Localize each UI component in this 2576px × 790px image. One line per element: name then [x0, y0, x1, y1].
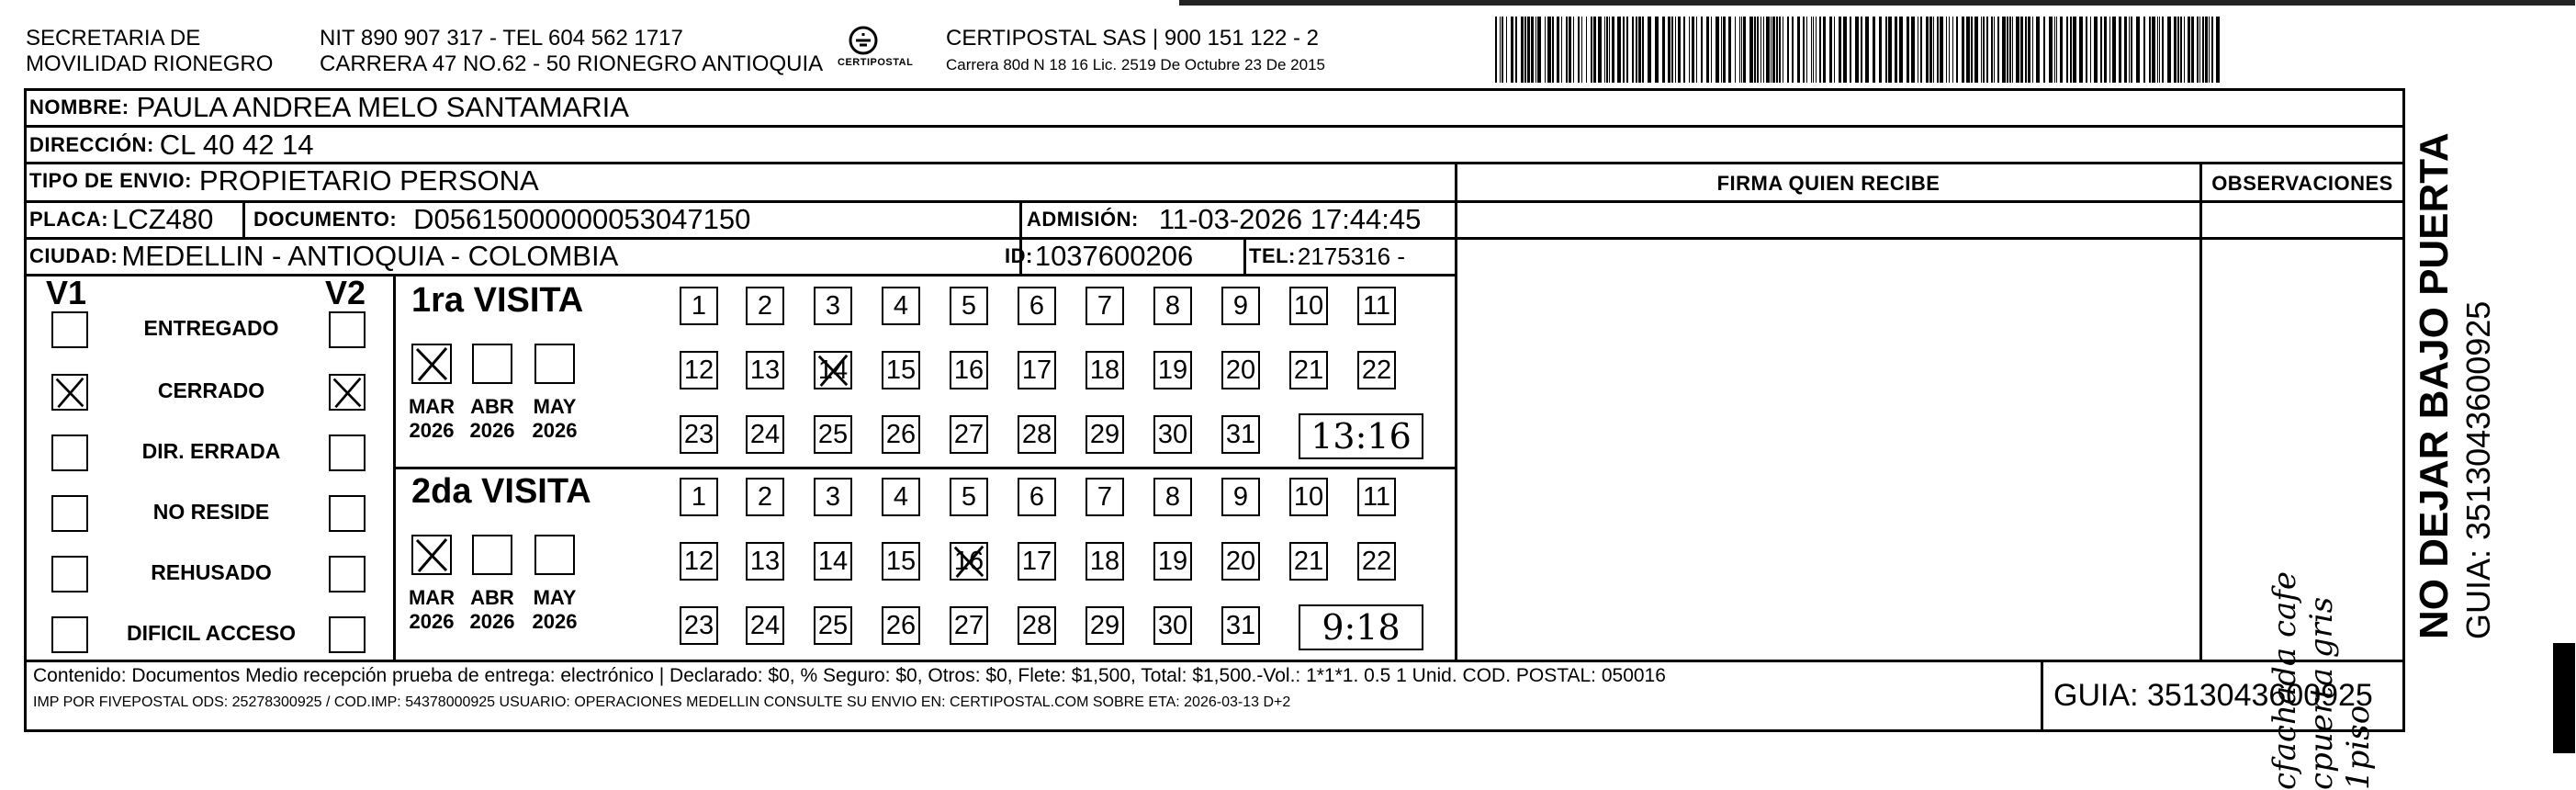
visit-2-day-box[interactable] [680, 606, 718, 645]
day-number: 1 [691, 290, 707, 321]
visit-1-day-box[interactable] [1086, 415, 1124, 454]
visit-2-day-box[interactable] [1153, 478, 1192, 516]
status-v2-checkbox[interactable] [329, 311, 366, 348]
day-number: 25 [817, 419, 849, 449]
status-v1-checkbox[interactable] [51, 311, 88, 348]
visit-2-day-box[interactable] [814, 542, 852, 581]
v2-label: V2 [325, 274, 366, 311]
visit-time-text: 13:16 [1310, 416, 1412, 457]
day-number: 11 [1362, 290, 1391, 321]
visit-1-day-box[interactable] [1153, 415, 1192, 454]
day-number: 17 [1021, 355, 1052, 385]
day-number: 22 [1361, 546, 1392, 576]
visit-1-day-box[interactable] [1086, 287, 1124, 325]
visit-2-day-box[interactable] [1086, 606, 1124, 645]
certipostal-logo [838, 24, 920, 77]
day-number: 9 [1232, 481, 1249, 512]
day-number: 5 [961, 290, 977, 321]
direccion-row [29, 127, 314, 164]
admision-value: 11-03-2026 17:44:45 [1158, 203, 1422, 235]
visit-1-day-box[interactable] [814, 351, 852, 389]
day-number: 3 [825, 481, 841, 512]
day-number: 2 [757, 481, 773, 512]
day-number: 6 [1029, 481, 1045, 512]
day-number: 9 [1232, 290, 1249, 321]
side-text-rotated [2410, 92, 2520, 639]
day-number: 4 [893, 290, 909, 321]
x-check-mark-icon [331, 376, 364, 409]
visit-2-day-box[interactable] [1289, 542, 1328, 581]
company-line-1: CERTIPOSTAL SAS | 900 151 122 - 2 [946, 26, 1319, 51]
x-check-mark-icon [413, 345, 450, 382]
side-vertical-panel [2410, 92, 2520, 639]
visit-2-day-box[interactable] [1018, 606, 1056, 645]
visit-1-day-box[interactable] [882, 415, 920, 454]
visit-1-day-box[interactable] [1221, 351, 1260, 389]
visit-2-day-box[interactable] [1289, 478, 1328, 516]
visit-1-day-box[interactable] [950, 351, 988, 389]
barcode-icon [1495, 17, 2222, 83]
admision-field [1027, 202, 1421, 237]
id-field [1005, 239, 1193, 274]
visit-1-day-box[interactable] [1357, 351, 1396, 389]
visit-time-text: 9:18 [1322, 607, 1400, 648]
day-number: 26 [885, 419, 917, 449]
no-dejar-bajo-puerta: NO DEJAR BAJO PUERTA [2412, 132, 2457, 639]
day-number: 2 [757, 290, 773, 321]
day-number: 8 [1164, 481, 1181, 512]
visit-2-month-label: ABR 2026 [469, 586, 515, 633]
nit-line-2: CARRERA 47 NO.62 - 50 RIONEGRO ANTIOQUIA [320, 51, 824, 76]
barcode [1495, 17, 2222, 83]
nit-line-1: NIT 890 907 317 - TEL 604 562 1717 [320, 26, 683, 51]
day-number: 24 [749, 610, 781, 640]
footer-print-line: IMP POR FIVEPOSTAL ODS: 25278300925 / COD.IMP: 54378000925 USUARIO: OPERACIONES MEDELLIN CONSULTE SU ENVIO EN: CERTIPOSTAL.COM SOBRE ETA: 2026-03-13 D+2 [33, 694, 1291, 710]
day-number: 28 [1021, 610, 1052, 640]
day-number: 7 [1097, 481, 1113, 512]
day-number: 12 [683, 355, 714, 385]
observations-text [2267, 404, 2377, 790]
visit-1-day-box[interactable] [1086, 351, 1124, 389]
visit-1-month-label: MAY 2026 [532, 395, 578, 442]
day-number: 29 [1089, 610, 1120, 640]
day-number: 3 [825, 290, 841, 321]
day-number: 14 [817, 546, 849, 576]
visit-2-day-box[interactable] [1357, 542, 1396, 581]
day-number: 23 [683, 610, 714, 640]
visit-1-day-box[interactable] [1018, 415, 1056, 454]
visit-2-day-box[interactable] [680, 542, 718, 581]
status-label: CERRADO [157, 378, 265, 402]
status-v2-checkbox[interactable] [329, 495, 366, 532]
visit-2-day-box[interactable] [950, 542, 988, 581]
visit-1-day-box[interactable] [1221, 287, 1260, 325]
visit-1-day-box[interactable] [882, 287, 920, 325]
day-number: 6 [1029, 290, 1045, 321]
day-number: 1 [691, 481, 707, 512]
status-v2-checkbox[interactable] [329, 556, 366, 592]
visit-1-day-box[interactable] [1153, 287, 1192, 325]
day-number: 31 [1225, 610, 1256, 640]
visit-1-month-label: MAR 2026 [408, 395, 456, 442]
documento-field [253, 202, 750, 237]
day-number: 12 [683, 546, 714, 576]
day-number: 21 [1293, 546, 1324, 576]
visit-2-day-box[interactable] [1018, 478, 1056, 516]
visit-1-day-box[interactable] [746, 415, 784, 454]
nombre-label: NOMBRE: [29, 96, 129, 118]
obs-line-3: 1piso [2340, 705, 2377, 790]
tel-field [1249, 239, 1405, 274]
documento-label: DOCUMENTO: [253, 208, 398, 231]
firma-column-header [1457, 165, 2199, 202]
day-number: 16 [953, 546, 984, 576]
placa-label: PLACA: [29, 208, 109, 231]
placa-field [29, 202, 213, 237]
company-block [946, 26, 1325, 75]
tipo-envio-value: PROPIETARIO PERSONA [198, 164, 539, 197]
tipo-envio-row [29, 164, 539, 198]
visit-2-day-box[interactable] [950, 478, 988, 516]
visit-2-day-box[interactable] [882, 542, 920, 581]
status-v2-checkbox[interactable] [329, 616, 366, 653]
day-number: 22 [1361, 355, 1392, 385]
day-number: 10 [1293, 290, 1324, 321]
day-number: 11 [1362, 481, 1391, 512]
logo-text: CERTIPOSTAL [838, 57, 914, 68]
status-label: NO RESIDE [152, 500, 270, 524]
day-number: 30 [1157, 610, 1188, 640]
day-number: 13 [749, 546, 781, 576]
documento-value: D05615000000053047150 [413, 203, 751, 235]
day-number: 27 [953, 419, 984, 449]
visit-1-month-checkbox[interactable] [534, 344, 575, 384]
day-number: 19 [1157, 546, 1188, 576]
visit-2-day-box[interactable] [882, 606, 920, 645]
status-label: ENTREGADO [143, 316, 279, 340]
day-number: 27 [953, 610, 984, 640]
observaciones-header-text: OBSERVACIONES [2211, 172, 2393, 195]
visit-1-time-box[interactable] [1299, 413, 1423, 459]
ciudad-row [29, 239, 618, 274]
footer-guia: GUIA: 3513043600925 [2053, 678, 2373, 713]
visit-1-day-box[interactable] [814, 287, 852, 325]
visit-1-day-box[interactable] [1289, 351, 1328, 389]
id-value: 1037600206 [1034, 240, 1194, 272]
visit-2-day-box[interactable] [950, 606, 988, 645]
placa-value: LCZ480 [112, 203, 214, 235]
visit-1-month-checkbox[interactable] [472, 344, 512, 384]
visit-2-day-box[interactable] [1221, 542, 1260, 581]
status-label: REHUSADO [151, 560, 272, 584]
visit-2-day-box[interactable] [1221, 606, 1260, 645]
visit-2-month-checkbox[interactable] [534, 535, 575, 575]
ciudad-value: MEDELLIN - ANTIOQUIA - COLOMBIA [121, 240, 619, 272]
day-number: 28 [1021, 419, 1052, 449]
x-check-mark-icon [951, 544, 986, 579]
visit-1-month-checkbox[interactable] [411, 344, 452, 384]
day-number: 18 [1089, 355, 1120, 385]
visit-1-day-box[interactable] [1289, 287, 1328, 325]
visit-2-day-box[interactable] [1086, 478, 1124, 516]
day-number: 15 [885, 546, 917, 576]
x-check-mark-icon [53, 376, 86, 409]
status-label: DIR. ERRADA [141, 439, 281, 463]
direccion-label: DIRECCIÓN: [29, 133, 154, 156]
visit-2-day-box[interactable] [814, 478, 852, 516]
tipo-envio-label: TIPO DE ENVIO: [29, 169, 192, 192]
visit-1-day-box[interactable] [814, 415, 852, 454]
day-number: 10 [1293, 481, 1324, 512]
visit-1-day-box[interactable] [680, 415, 718, 454]
visit-2-month-label: MAY 2026 [532, 586, 578, 633]
day-number: 17 [1021, 546, 1052, 576]
firma-header-text: FIRMA QUIEN RECIBE [1716, 172, 1940, 195]
visit-1-day-box[interactable] [680, 287, 718, 325]
x-check-mark-icon [413, 536, 450, 573]
v1-label: V1 [46, 274, 87, 311]
obs-line-1: cfachada cafe [2267, 571, 2303, 790]
x-check-mark-icon [816, 353, 850, 388]
status-v1-checkbox[interactable] [51, 495, 88, 532]
scan-top-edge [1179, 0, 2575, 6]
day-number: 30 [1157, 419, 1188, 449]
status-v1-checkbox[interactable] [51, 374, 88, 411]
day-number: 5 [961, 481, 977, 512]
ciudad-label: CIUDAD: [29, 244, 118, 267]
status-v1-checkbox[interactable] [51, 616, 88, 653]
day-number: 23 [683, 419, 714, 449]
nombre-value: PAULA ANDREA MELO SANTAMARIA [136, 91, 629, 123]
visit-1-day-box[interactable] [1153, 351, 1192, 389]
visit-2-day-box[interactable] [882, 478, 920, 516]
day-number: 15 [885, 355, 917, 385]
visit-1-day-box[interactable] [746, 351, 784, 389]
nit-block [320, 26, 823, 77]
visit-2-time-box[interactable] [1299, 604, 1423, 650]
visit-1-day-box[interactable] [680, 351, 718, 389]
scan-edge [2553, 643, 2575, 753]
visit-2-day-box[interactable] [746, 606, 784, 645]
visit-2-month-checkbox[interactable] [472, 535, 512, 575]
day-number: 19 [1157, 355, 1188, 385]
visit-2-title: 2da VISITA [411, 472, 591, 511]
organization-name [26, 26, 273, 77]
visit-2-day-box[interactable] [746, 478, 784, 516]
status-label: DIFICIL ACCESO [126, 621, 296, 645]
day-number: 14 [817, 355, 849, 385]
direccion-value: CL 40 42 14 [159, 129, 314, 161]
status-v2-checkbox[interactable] [329, 374, 366, 411]
id-label: ID: [1005, 244, 1033, 267]
visit-2-day-box[interactable] [1221, 478, 1260, 516]
day-number: 8 [1164, 290, 1181, 321]
status-v1-checkbox[interactable] [51, 434, 88, 471]
visit-2-month-label: MAR 2026 [408, 586, 456, 633]
visit-2-day-box[interactable] [1153, 542, 1192, 581]
side-guia: GUIA: 3513043600925 [2459, 300, 2497, 639]
visit-2-day-box[interactable] [680, 478, 718, 516]
day-number: 21 [1293, 355, 1324, 385]
tel-value: 2175316 - [1297, 242, 1405, 270]
day-number: 24 [749, 419, 781, 449]
obs-line-2: cpuerta gris [2303, 596, 2340, 790]
day-number: 29 [1089, 419, 1120, 449]
visit-1-month-label: ABR 2026 [469, 395, 515, 442]
visit-1-day-box[interactable] [1357, 287, 1396, 325]
visit-2-day-box[interactable] [1153, 606, 1192, 645]
visit-1-day-box[interactable] [1018, 351, 1056, 389]
tel-label: TEL: [1249, 244, 1296, 267]
day-number: 20 [1225, 546, 1256, 576]
observaciones-column-header [2202, 165, 2402, 202]
day-number: 20 [1225, 355, 1256, 385]
nombre-row [29, 90, 629, 125]
day-number: 31 [1225, 419, 1256, 449]
visit-1-day-box[interactable] [746, 287, 784, 325]
day-number: 13 [749, 355, 781, 385]
status-v1-checkbox[interactable] [51, 556, 88, 592]
org-line-1: SECRETARIA DE [26, 26, 201, 51]
footer-contents-line: Contenido: Documentos Medio recepción prueba de entrega: electrónico | Declarado: $0, % Seguro: $0, Otros: $0, Flete: $1,500, Total: $1,500.-Vol.: 1*1*1. 0.5 1 Unid. COD. POSTAL: 050016 [33, 665, 1666, 686]
visit-1-day-box[interactable] [1221, 415, 1260, 454]
visit-1-day-box[interactable] [882, 351, 920, 389]
company-line-2: Carrera 80d N 18 16 Lic. 2519 De Octubre 23 De 2015 [946, 56, 1325, 73]
visit-2-day-box[interactable] [1018, 542, 1056, 581]
visit-1-day-box[interactable] [950, 287, 988, 325]
day-number: 18 [1089, 546, 1120, 576]
visit-2-day-box[interactable] [746, 542, 784, 581]
visit-2-month-checkbox[interactable] [411, 535, 452, 575]
status-v2-checkbox[interactable] [329, 434, 366, 471]
visit-2-day-box[interactable] [1357, 478, 1396, 516]
visit-1-day-box[interactable] [950, 415, 988, 454]
visit-1-day-box[interactable] [1018, 287, 1056, 325]
day-number: 7 [1097, 290, 1113, 321]
day-number: 25 [817, 610, 849, 640]
visit-2-day-box[interactable] [814, 606, 852, 645]
admision-label: ADMISIÓN: [1027, 208, 1139, 231]
certipostal-logo-icon [838, 24, 920, 77]
day-number: 26 [885, 610, 917, 640]
visit-1-title: 1ra VISITA [411, 281, 584, 320]
org-line-2: MOVILIDAD RIONEGRO [26, 51, 274, 76]
day-number: 16 [953, 355, 984, 385]
day-number: 4 [893, 481, 909, 512]
visit-2-day-box[interactable] [1086, 542, 1124, 581]
